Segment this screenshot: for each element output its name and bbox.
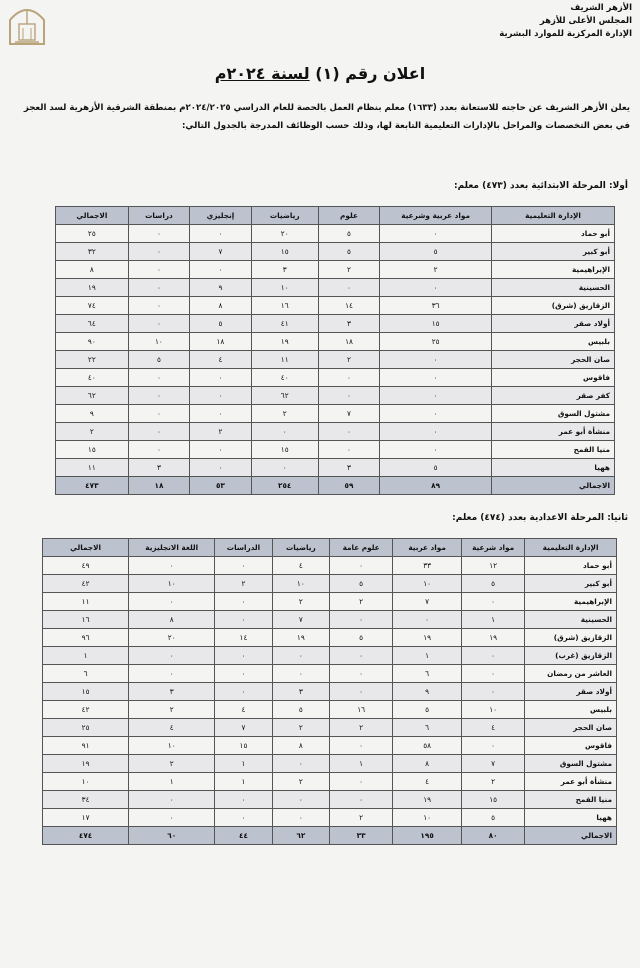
count-cell: ١٤ <box>318 297 379 315</box>
column-header: إنجليزي <box>190 207 251 225</box>
district-name-cell: ههيا <box>492 459 615 477</box>
count-cell: ٢٥ <box>43 719 129 737</box>
district-name-cell: فاقوس <box>492 369 615 387</box>
announcement-title <box>0 64 640 83</box>
table-row <box>43 737 617 755</box>
header-line-2: المجلس الأعلى للأزهر <box>539 16 632 26</box>
count-cell: ١٠ <box>43 773 129 791</box>
total-cell: ٦٢ <box>272 827 329 845</box>
count-cell: ٢٥ <box>56 225 129 243</box>
count-cell: ٠ <box>215 593 272 611</box>
table-row <box>56 243 615 261</box>
count-cell: ٩١ <box>43 737 129 755</box>
count-cell: ١٥ <box>462 791 525 809</box>
count-cell: ٠ <box>318 279 379 297</box>
table-row <box>43 791 617 809</box>
count-cell: ٩ <box>190 279 251 297</box>
total-cell: ٣٣ <box>330 827 393 845</box>
count-cell: ٦٢ <box>251 387 318 405</box>
count-cell: ٧ <box>272 611 329 629</box>
count-cell: ٠ <box>462 737 525 755</box>
count-cell: ١٩ <box>251 333 318 351</box>
count-cell: ٢ <box>251 405 318 423</box>
table-row <box>56 423 615 441</box>
count-cell: ١٩ <box>462 629 525 647</box>
count-cell: ٠ <box>330 791 393 809</box>
column-header: اللغة الانجليزية <box>129 539 215 557</box>
total-cell: ٤٧٣ <box>56 477 129 495</box>
count-cell: ٠ <box>215 665 272 683</box>
district-name-cell: بلبيس <box>525 701 617 719</box>
count-cell: ١ <box>462 611 525 629</box>
column-header: علوم <box>318 207 379 225</box>
intro-paragraph: يعلن الأزهر الشريف عن حاجته للاستعانة بعدد (١٦٣٣) معلم بنظام العمل بالحصة للعام الدراسي ٢٠٢٤/٢٠٢٥م بمنطقة الشرقية الأزهرية لسد العجز في بعض التخصصات والمراحل بالإدارات التعليمية التابعة لها، وذلك حسب الوظائف المدرجة بالجدول التالي: <box>23 103 630 131</box>
institution-header <box>499 2 632 41</box>
count-cell: ٧٤ <box>56 297 129 315</box>
count-cell: ١٥ <box>56 441 129 459</box>
count-cell: ١ <box>330 755 393 773</box>
table-row <box>56 279 615 297</box>
count-cell: ٣٣ <box>393 557 462 575</box>
count-cell: ١٠ <box>129 737 215 755</box>
count-cell: ٠ <box>330 647 393 665</box>
district-name-cell: منيا القمح <box>492 441 615 459</box>
table-row <box>43 557 617 575</box>
count-cell: ٠ <box>330 737 393 755</box>
total-row <box>56 477 615 495</box>
district-name-cell: الإبراهيمية <box>492 261 615 279</box>
count-cell: ٥٨ <box>393 737 462 755</box>
count-cell: ٠ <box>380 279 492 297</box>
count-cell: ١٦ <box>251 297 318 315</box>
table-row <box>43 647 617 665</box>
count-cell: ٤٠ <box>56 369 129 387</box>
count-cell: ٥ <box>318 243 379 261</box>
table-row <box>56 387 615 405</box>
count-cell: ٢ <box>272 593 329 611</box>
count-cell: ٢ <box>215 575 272 593</box>
total-cell: ٤٤ <box>215 827 272 845</box>
district-name-cell: أبو كبير <box>525 575 617 593</box>
count-cell: ٢ <box>330 593 393 611</box>
count-cell: ٠ <box>318 369 379 387</box>
table-header-row <box>43 539 617 557</box>
table-row <box>43 755 617 773</box>
table-row <box>56 261 615 279</box>
total-cell: ٦٠ <box>129 827 215 845</box>
count-cell: ٣ <box>129 683 215 701</box>
count-cell: ٠ <box>128 243 189 261</box>
district-name-cell: مشتول السوق <box>492 405 615 423</box>
count-cell: ٢ <box>330 719 393 737</box>
count-cell: ١٠ <box>272 575 329 593</box>
count-cell: ٠ <box>128 315 189 333</box>
column-header: مواد عربية وشرعية <box>380 207 492 225</box>
count-cell: ٤٢ <box>43 701 129 719</box>
district-name-cell: الزقازيق (شرق) <box>525 629 617 647</box>
count-cell: ٨ <box>129 611 215 629</box>
count-cell: ٥ <box>330 575 393 593</box>
district-name-cell: فاقوس <box>525 737 617 755</box>
count-cell: ٧ <box>190 243 251 261</box>
total-cell: ١٨ <box>128 477 189 495</box>
district-name-cell: أبو كبير <box>492 243 615 261</box>
count-cell: ٥ <box>190 315 251 333</box>
table-row <box>43 773 617 791</box>
table-header-row <box>56 207 615 225</box>
count-cell: ١٨ <box>190 333 251 351</box>
column-header: علوم عامة <box>330 539 393 557</box>
count-cell: ٠ <box>128 261 189 279</box>
count-cell: ٠ <box>128 369 189 387</box>
count-cell: ٠ <box>272 809 329 827</box>
count-cell: ٨ <box>393 755 462 773</box>
table-row <box>56 459 615 477</box>
district-name-cell: أولاد صقر <box>525 683 617 701</box>
district-name-cell: الحسينية <box>525 611 617 629</box>
table-row <box>56 297 615 315</box>
column-header: الدراسات <box>215 539 272 557</box>
table-row <box>43 611 617 629</box>
column-header: الاجمالي <box>56 207 129 225</box>
count-cell: ٠ <box>318 423 379 441</box>
table-row <box>56 315 615 333</box>
count-cell: ٣ <box>272 683 329 701</box>
count-cell: ٥ <box>380 243 492 261</box>
count-cell: ٠ <box>215 611 272 629</box>
column-header: مواد شرعية <box>462 539 525 557</box>
district-name-cell: صان الحجر <box>492 351 615 369</box>
count-cell: ٤١ <box>251 315 318 333</box>
total-cell: ٥٣ <box>190 477 251 495</box>
count-cell: ٢٠ <box>251 225 318 243</box>
count-cell: ٠ <box>330 611 393 629</box>
count-cell: ٠ <box>129 593 215 611</box>
count-cell: ٠ <box>272 665 329 683</box>
count-cell: ١٠ <box>393 575 462 593</box>
count-cell: ١٩ <box>393 791 462 809</box>
count-cell: ٠ <box>190 387 251 405</box>
count-cell: ٠ <box>380 369 492 387</box>
count-cell: ٦ <box>393 719 462 737</box>
count-cell: ٠ <box>215 809 272 827</box>
count-cell: ٠ <box>330 665 393 683</box>
primary-section-heading: أولا: المرحلة الابتدائية بعدد (٤٧٣) معلم: <box>454 181 628 191</box>
district-name-cell: مشتول السوق <box>525 755 617 773</box>
district-name-cell: الإبراهيمية <box>525 593 617 611</box>
count-cell: ٠ <box>215 683 272 701</box>
count-cell: ٠ <box>128 441 189 459</box>
count-cell: ٦ <box>43 665 129 683</box>
count-cell: ٦٢ <box>56 387 129 405</box>
count-cell: ٠ <box>272 791 329 809</box>
table-row <box>43 629 617 647</box>
total-label-cell: الاجمالي <box>492 477 615 495</box>
count-cell: ٢ <box>318 351 379 369</box>
count-cell: ١٩ <box>43 755 129 773</box>
preparatory-stage-table <box>42 538 617 845</box>
count-cell: ٠ <box>190 405 251 423</box>
count-cell: ٦٤ <box>56 315 129 333</box>
total-row <box>43 827 617 845</box>
count-cell: ٤ <box>393 773 462 791</box>
count-cell: ٠ <box>380 441 492 459</box>
count-cell: ٤ <box>129 719 215 737</box>
count-cell: ٠ <box>190 441 251 459</box>
count-cell: ١١ <box>43 593 129 611</box>
count-cell: ١٥ <box>251 243 318 261</box>
count-cell: ٢ <box>272 719 329 737</box>
count-cell: ٠ <box>128 387 189 405</box>
count-cell: ٠ <box>380 423 492 441</box>
count-cell: ٠ <box>190 225 251 243</box>
count-cell: ٠ <box>129 791 215 809</box>
total-cell: ٨٩ <box>380 477 492 495</box>
count-cell: ١٢ <box>462 557 525 575</box>
count-cell: ١٠ <box>128 333 189 351</box>
count-cell: ٥ <box>380 459 492 477</box>
table-row <box>43 575 617 593</box>
table-row <box>56 441 615 459</box>
count-cell: ١ <box>129 773 215 791</box>
count-cell: ١٨ <box>318 333 379 351</box>
district-name-cell: أبو حماد <box>492 225 615 243</box>
total-cell: ٤٧٤ <box>43 827 129 845</box>
count-cell: ٠ <box>318 387 379 405</box>
district-name-cell: كفر صقر <box>492 387 615 405</box>
total-cell: ٢٥٤ <box>251 477 318 495</box>
count-cell: ٣ <box>318 315 379 333</box>
count-cell: ٧ <box>462 755 525 773</box>
table-row <box>56 333 615 351</box>
district-name-cell: منشأة أبو عمر <box>525 773 617 791</box>
count-cell: ٨ <box>272 737 329 755</box>
total-label-cell: الاجمالي <box>525 827 617 845</box>
count-cell: ٠ <box>128 297 189 315</box>
district-name-cell: أولاد صقر <box>492 315 615 333</box>
table-row <box>43 665 617 683</box>
count-cell: ٧ <box>393 593 462 611</box>
count-cell: ٠ <box>190 261 251 279</box>
count-cell: ١ <box>393 647 462 665</box>
count-cell: ٣ <box>128 459 189 477</box>
count-cell: ٠ <box>128 279 189 297</box>
count-cell: ٠ <box>215 791 272 809</box>
count-cell: ٥ <box>272 701 329 719</box>
count-cell: ٠ <box>251 459 318 477</box>
count-cell: ١١ <box>251 351 318 369</box>
header-line-1: الأزهر الشريف <box>570 3 632 13</box>
count-cell: ٠ <box>462 593 525 611</box>
count-cell: ٤ <box>462 719 525 737</box>
count-cell: ٩٦ <box>43 629 129 647</box>
column-header: مواد عربية <box>393 539 462 557</box>
table-row <box>43 683 617 701</box>
count-cell: ٠ <box>190 459 251 477</box>
column-header: رياضيات <box>272 539 329 557</box>
count-cell: ٩ <box>393 683 462 701</box>
count-cell: ٥ <box>128 351 189 369</box>
count-cell: ١ <box>215 773 272 791</box>
count-cell: ١٥ <box>380 315 492 333</box>
count-cell: ١ <box>215 755 272 773</box>
column-header: الإدارة التعليمية <box>525 539 617 557</box>
al-azhar-logo <box>6 2 48 46</box>
count-cell: ٢ <box>380 261 492 279</box>
column-header: الإدارة التعليمية <box>492 207 615 225</box>
count-cell: ١٥ <box>215 737 272 755</box>
count-cell: ١٩ <box>272 629 329 647</box>
count-cell: ٠ <box>380 387 492 405</box>
count-cell: ٤ <box>272 557 329 575</box>
count-cell: ١٩ <box>393 629 462 647</box>
count-cell: ٣٢ <box>56 243 129 261</box>
count-cell: ١١ <box>56 459 129 477</box>
count-cell: ٢ <box>129 701 215 719</box>
count-cell: ٢ <box>190 423 251 441</box>
count-cell: ٥ <box>393 701 462 719</box>
count-cell: ٩٠ <box>56 333 129 351</box>
count-cell: ١٦ <box>330 701 393 719</box>
count-cell: ٢ <box>318 261 379 279</box>
district-name-cell: الحسينية <box>492 279 615 297</box>
count-cell: ١٥ <box>251 441 318 459</box>
count-cell: ٠ <box>129 665 215 683</box>
count-cell: ٢ <box>56 423 129 441</box>
district-name-cell: بلبيس <box>492 333 615 351</box>
count-cell: ٢٢ <box>56 351 129 369</box>
total-cell: ٨٠ <box>462 827 525 845</box>
district-name-cell: العاشر من رمضان <box>525 665 617 683</box>
count-cell: ٤ <box>190 351 251 369</box>
count-cell: ٠ <box>129 647 215 665</box>
primary-stage-table <box>55 206 615 495</box>
table-row <box>56 369 615 387</box>
count-cell: ٠ <box>190 369 251 387</box>
count-cell: ٨ <box>190 297 251 315</box>
count-cell: ٤ <box>215 701 272 719</box>
count-cell: ١٩ <box>56 279 129 297</box>
count-cell: ٠ <box>380 405 492 423</box>
count-cell: ٢ <box>129 755 215 773</box>
count-cell: ٠ <box>330 683 393 701</box>
count-cell: ١٧ <box>43 809 129 827</box>
count-cell: ١٠ <box>251 279 318 297</box>
count-cell: ٢ <box>462 773 525 791</box>
count-cell: ٠ <box>393 611 462 629</box>
column-header: رياضيات <box>251 207 318 225</box>
district-name-cell: ههيا <box>525 809 617 827</box>
count-cell: ٠ <box>380 225 492 243</box>
count-cell: ٤٢ <box>43 575 129 593</box>
title-year: لسنة ٢٠٢٤م <box>214 64 310 83</box>
count-cell: ٠ <box>330 773 393 791</box>
total-cell: ٥٩ <box>318 477 379 495</box>
district-name-cell: الزقازيق (غرب) <box>525 647 617 665</box>
total-cell: ١٩٥ <box>393 827 462 845</box>
count-cell: ١٤ <box>215 629 272 647</box>
district-name-cell: أبو حماد <box>525 557 617 575</box>
count-cell: ١ <box>43 647 129 665</box>
count-cell: ٦ <box>393 665 462 683</box>
count-cell: ٢٥ <box>380 333 492 351</box>
count-cell: ٠ <box>272 647 329 665</box>
count-cell: ٥ <box>462 809 525 827</box>
count-cell: ٤٩ <box>43 557 129 575</box>
count-cell: ٣ <box>251 261 318 279</box>
count-cell: ٢ <box>272 773 329 791</box>
count-cell: ٧ <box>318 405 379 423</box>
column-header: دراسات <box>128 207 189 225</box>
count-cell: ٠ <box>330 557 393 575</box>
district-name-cell: صان الحجر <box>525 719 617 737</box>
count-cell: ٥ <box>330 629 393 647</box>
count-cell: ٠ <box>128 225 189 243</box>
count-cell: ٠ <box>462 665 525 683</box>
count-cell: ١٦ <box>43 611 129 629</box>
count-cell: ٣٤ <box>43 791 129 809</box>
count-cell: ١٠ <box>129 575 215 593</box>
header-line-3: الإدارة المركزية للموارد البشرية <box>499 29 632 39</box>
count-cell: ٣٦ <box>380 297 492 315</box>
table-row <box>43 809 617 827</box>
preparatory-section-heading: ثانيا: المرحلة الاعدادية بعدد (٤٧٤) معلم: <box>452 513 628 523</box>
count-cell: ٥ <box>318 225 379 243</box>
count-cell: ٠ <box>129 557 215 575</box>
count-cell: ٠ <box>462 647 525 665</box>
count-cell: ٢ <box>330 809 393 827</box>
district-name-cell: منيا القمح <box>525 791 617 809</box>
count-cell: ٢٠ <box>129 629 215 647</box>
count-cell: ٠ <box>128 423 189 441</box>
table-row <box>43 719 617 737</box>
count-cell: ٠ <box>215 557 272 575</box>
count-cell: ٩ <box>56 405 129 423</box>
district-name-cell: منشأة أبو عمر <box>492 423 615 441</box>
count-cell: ١٠ <box>393 809 462 827</box>
count-cell: ٠ <box>251 423 318 441</box>
table-row <box>43 701 617 719</box>
table-row <box>56 351 615 369</box>
count-cell: ٧ <box>215 719 272 737</box>
district-name-cell: الزقازيق (شرق) <box>492 297 615 315</box>
count-cell: ٥ <box>462 575 525 593</box>
count-cell: ٤٠ <box>251 369 318 387</box>
title-prefix: اعلان رقم (١) <box>315 64 426 83</box>
table-row <box>56 225 615 243</box>
count-cell: ٠ <box>129 809 215 827</box>
column-header: الاجمالي <box>43 539 129 557</box>
count-cell: ٠ <box>462 683 525 701</box>
count-cell: ٠ <box>215 647 272 665</box>
count-cell: ٠ <box>272 755 329 773</box>
count-cell: ١٠ <box>462 701 525 719</box>
count-cell: ٣ <box>318 459 379 477</box>
count-cell: ٨ <box>56 261 129 279</box>
count-cell: ١٥ <box>43 683 129 701</box>
count-cell: ٠ <box>128 405 189 423</box>
count-cell: ٠ <box>318 441 379 459</box>
table-row <box>43 593 617 611</box>
table-row <box>56 405 615 423</box>
count-cell: ٠ <box>380 351 492 369</box>
